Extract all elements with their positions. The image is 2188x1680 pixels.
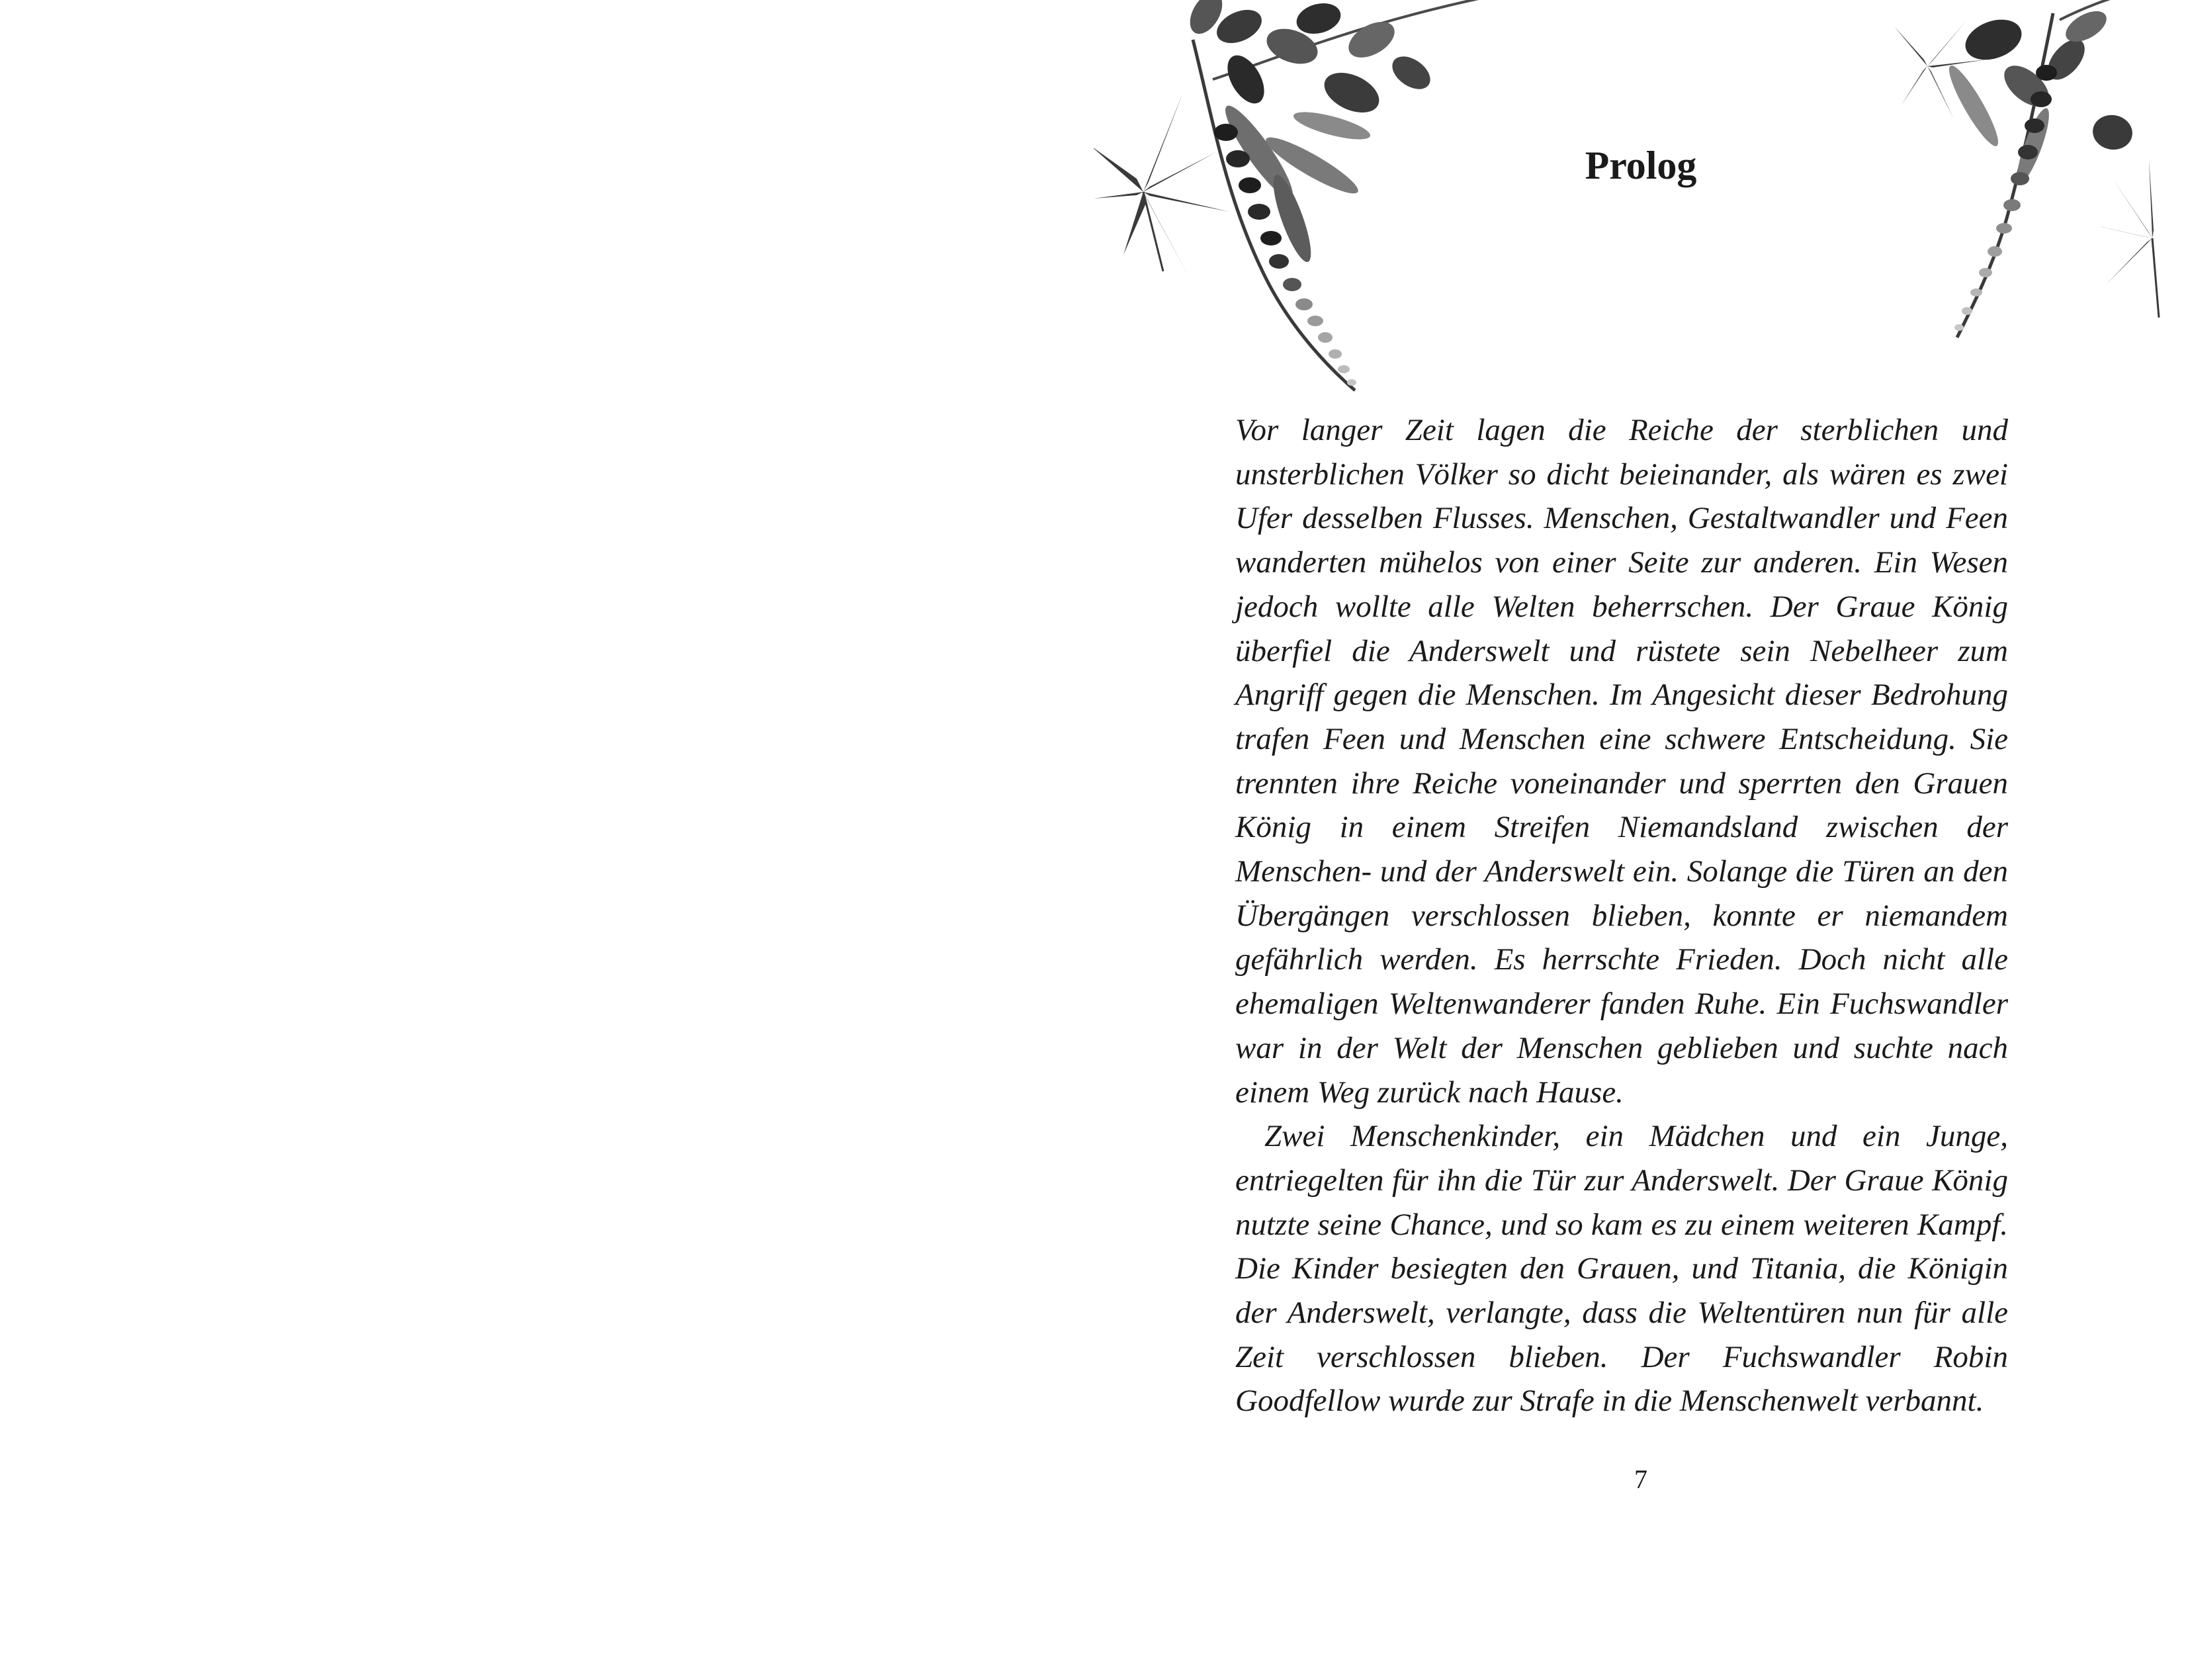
- paragraph: Vor langer Zeit lagen die Reiche der sterblichen und unsterblichen Völker so dicht beieinander, als wären es zwei Ufer desselben Flusses. Menschen, Gestaltwandler und Feen wanderten mühelos von einer Seite zur anderen. Ein Wesen jedoch wollte alle Welten beherrschen. Der Graue König überfiel die Anderswelt und rüstete sein Nebelheer zum Angriff gegen die Menschen. Im Angesicht dieser Bedrohung trafen Feen und Menschen eine schwere Entscheidung. Sie trennten ihre Reiche voneinander und sperrten den Grauen König in einem Streifen Niemandsland zwischen der Menschen- und der Anderswelt ein. Solange die Türen an den Übergängen verschlossen blieben, konnte er niemandem gefährlich werden. Es herrschte Frieden. Doch nicht alle ehemaligen Weltenwanderer fanden Ruhe. Ein Fuchswandler war in der Welt der Menschen geblieben und suchte nach einem Weg zurück nach Hause.: [1235, 413, 2008, 1110]
- chapter-title: Prolog: [1585, 144, 1697, 187]
- paragraph: Zwei Menschenkinder, ein Mädchen und ein Junge, entriegelten für ihn die Tür zur Anderswelt. Der Graue König nutzte seine Chance, und so kam es zu einem weiteren Kampf. Die Kinder besiegten den Grauen, und Titania, die Königin der Anderswelt, verlangte, dass die Weltentüren nun für alle Zeit verschlossen blieben. Der Fuchswandler Robin Goodfellow wurde zur Strafe in die Menschenwelt verbannt.: [1235, 1119, 2008, 1419]
- right-page: [1094, 0, 2188, 1680]
- leaf-decoration: [1094, 0, 2188, 410]
- page-number: 7: [1634, 1464, 1647, 1494]
- prologue-text: [1235, 408, 2008, 1423]
- hanging-leaves-left-icon: [1094, 0, 1504, 390]
